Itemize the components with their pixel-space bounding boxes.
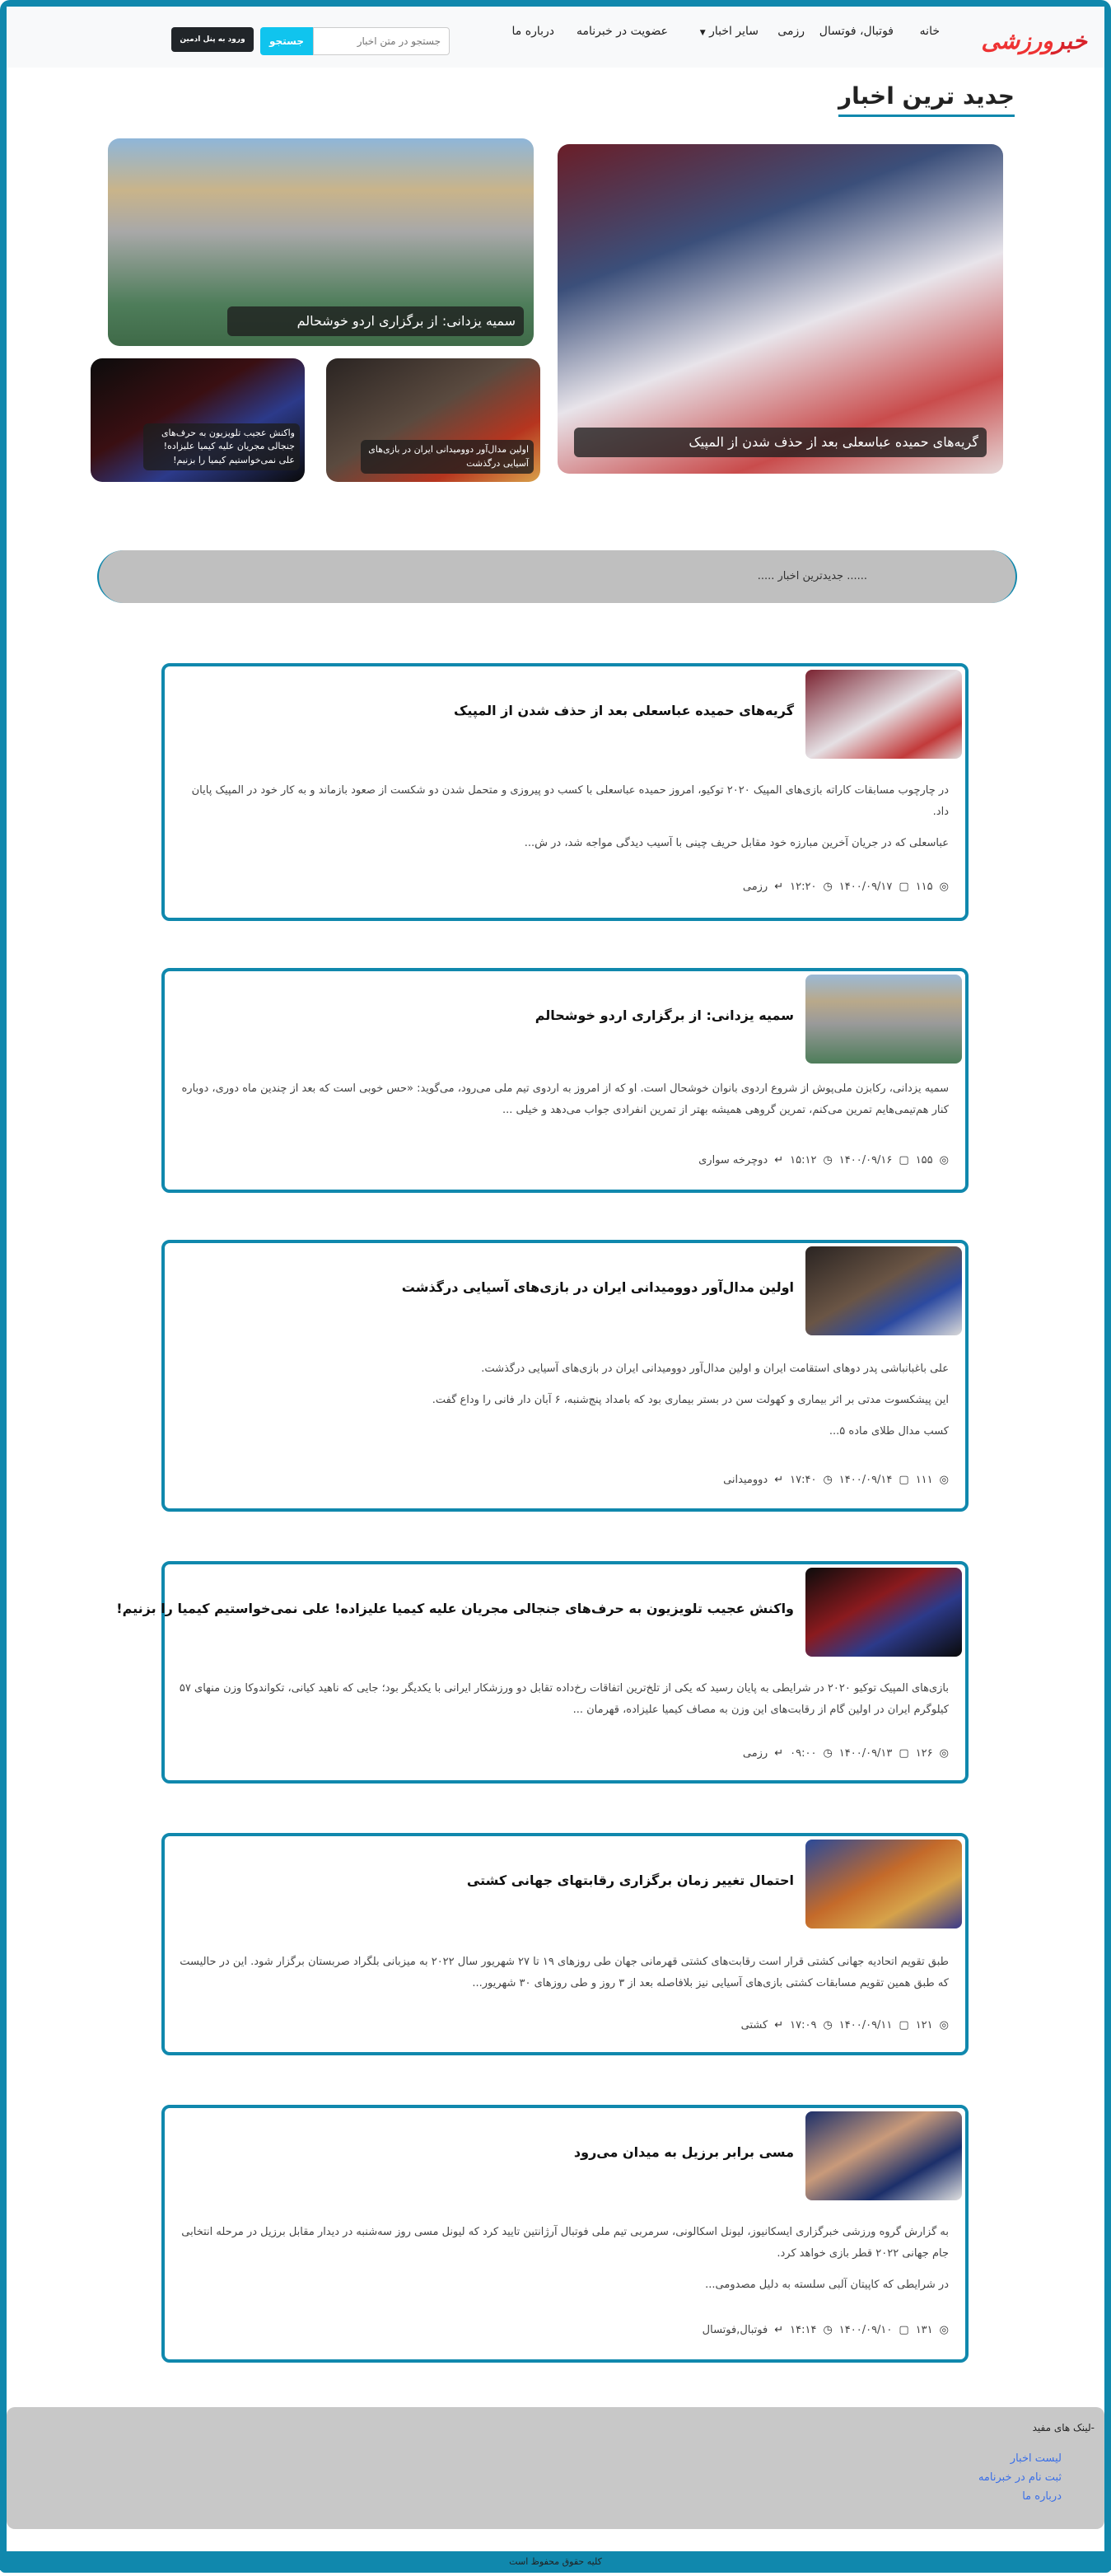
- eye-icon: ◎: [939, 2019, 949, 2031]
- news-category[interactable]: فوتبال,فوتسال: [702, 2324, 768, 2336]
- clock-icon: ◷: [823, 2324, 833, 2336]
- views-count: ۱۲۶: [915, 1747, 933, 1760]
- news-thumbnail[interactable]: [805, 1568, 962, 1657]
- nav-football[interactable]: فوتبال، فوتسال: [819, 25, 894, 38]
- clock-icon: ◷: [823, 1474, 833, 1486]
- news-title[interactable]: گریه‌های حمیده عباسعلی بعد از حذف شدن از المپیک: [453, 703, 794, 718]
- featured-news-taekwondo[interactable]: [91, 358, 305, 482]
- site-logo[interactable]: خبرورزشی: [981, 27, 1087, 54]
- news-card[interactable]: [116, 1561, 969, 1784]
- latest-news-banner: ...... جدیدترین اخبار .....: [97, 550, 1017, 603]
- clock-icon: ◷: [823, 2019, 833, 2031]
- news-card[interactable]: [161, 1240, 969, 1512]
- calendar-icon: ▢: [899, 881, 909, 893]
- news-date: ۱۴۰۰/۰۹/۱۰: [838, 2324, 893, 2336]
- featured-caption: گریه‌های حمیده عباسعلی بعد از حذف شدن از المپیک: [574, 428, 987, 457]
- nav-newsletter[interactable]: عضویت در خبرنامه: [576, 25, 668, 38]
- news-meta: [703, 2324, 949, 2336]
- news-meta: [741, 2019, 949, 2031]
- calendar-icon: ▢: [899, 1154, 909, 1166]
- featured-news-athletics[interactable]: [326, 358, 540, 482]
- news-meta: [743, 881, 949, 893]
- news-time: ۱۷:۰۹: [790, 2019, 817, 2031]
- news-paragraph: طبق تقویم اتحادیه جهانی کشتی قرار است رقابت‌های کشتی قهرمانی جهان طی روزهای ۱۹ تا ۲۷ شهریور سال ۲۰۲۲ به میزبانی بلگراد صربستان برگزار شود. این در حالیست که طبق همین تقویم مسابقات کشتی بازی‌های آسیایی نیز بلافاصله بعد از ۳ روز و طی روزهای ۳۰ شهریور...: [180, 1956, 949, 1989]
- news-category[interactable]: کشتی: [740, 2019, 768, 2031]
- news-title[interactable]: مسی برابر برزیل به میدان می‌رود: [573, 2144, 794, 2160]
- arrow-return-icon: ↵: [774, 1154, 784, 1166]
- news-paragraph: سمیه یزدانی، رکابزن ملی‌پوش از شروع اردوی بانوان خوشحال است. او که از امروز به اردوی تیم ملی می‌رود، می‌گوید: «حس خوبی است که بعد از چندین ماه دوری، دوباره کنار هم‌تیمی‌هایم تمرین می‌کنم، تمرین گروهی همیشه بهتر از تمرین انفرادی جواب می‌دهد و خیلی ...: [181, 1082, 949, 1116]
- calendar-icon: ▢: [899, 2019, 909, 2031]
- news-meta: [743, 1747, 949, 1760]
- news-paragraph: کسب مدال طلای ماده ۵...: [829, 1425, 949, 1438]
- footer-heading: -لینک های مفید: [1032, 2422, 1095, 2433]
- featured-news-cycling[interactable]: [108, 138, 534, 346]
- news-paragraph: عباسعلی که در جریان آخرین مبارزه خود مقابل حریف چینی با آسیب دیدگی مواجه شد، در ش...: [524, 837, 949, 849]
- footer-link-newsletter[interactable]: ثبت نام در خبرنامه: [978, 2471, 1062, 2484]
- arrow-return-icon: ↵: [774, 881, 784, 893]
- arrow-return-icon: ↵: [774, 1474, 784, 1486]
- clock-icon: ◷: [823, 1154, 833, 1166]
- news-paragraph: به گزارش گروه ورزشی خبرگزاری ایسکانیوز، لیونل اسکالونی، سرمربی تیم ملی فوتبال آرژانتین تایید کرد که لیونل مسی روز سه‌شنبه در دیدار مقابل برزیل در مرحله انتخابی جام جهانی ۲۰۲۲ قطر بازی خواهد کرد.: [181, 2226, 949, 2260]
- admin-login-button[interactable]: ورود به پنل ادمین: [171, 27, 254, 52]
- nav-home[interactable]: خانه: [919, 25, 940, 38]
- news-paragraph: بازی‌های المپیک توکیو ۲۰۲۰ در شرایطی به پایان رسید که یکی از تلخ‌ترین اتفاقات رخ‌داده تقابل دو ورزشکار ایرانی با یکدیگر بود؛ جایی که ناهید کیانی، تکواندوکا وزن منهای ۵۷ کیلوگرم ایران در اولین گام از رقابت‌های این وزن به مصاف کیمیا علیزاده، قهرمان ...: [179, 1682, 949, 1716]
- eye-icon: ◎: [939, 881, 949, 893]
- nav-other-news-label: سایر اخبار: [709, 25, 759, 38]
- news-paragraph: علی باغبانباشی پدر دوهای استقامت ایران و اولین مدال‌آور دوومیدانی ایران در بازی‌های آسیایی درگذشت.: [481, 1363, 949, 1375]
- news-category[interactable]: رزمی: [742, 1747, 768, 1760]
- arrow-return-icon: ↵: [774, 1747, 784, 1760]
- news-paragraph: این پیشکسوت مدتی بر اثر بیماری و کهولت سن در بستر بیماری بود که بامداد پنج‌شنبه، ۶ آبان دار فانی را وداع گفت.: [432, 1394, 949, 1406]
- news-card[interactable]: [161, 2105, 969, 2363]
- news-date: ۱۴۰۰/۰۹/۱۶: [838, 1154, 893, 1166]
- news-thumbnail[interactable]: [805, 975, 962, 1064]
- footer-link-news-list[interactable]: لیست اخبار: [1010, 2452, 1062, 2465]
- news-time: ۱۵:۱۲: [790, 1154, 817, 1166]
- news-meta: [723, 1474, 949, 1486]
- clock-icon: ◷: [823, 881, 833, 893]
- caret-down-icon: ▼: [699, 29, 706, 37]
- views-count: ۱۵۵: [915, 1154, 933, 1166]
- news-paragraph: در چارچوب مسابقات کاراته بازی‌های المپیک ۲۰۲۰ توکیو، امروز حمیده عباسعلی با کسب دو پیروزی و متحمل شدن دو شکست از صعود بازماند و به کار خود در المپیک پایان داد.: [191, 784, 949, 818]
- news-date: ۱۴۰۰/۰۹/۱۴: [838, 1474, 893, 1486]
- news-date: ۱۴۰۰/۰۹/۱۷: [838, 881, 893, 893]
- news-title[interactable]: احتمال تغییر زمان برگزاری رقابتهای جهانی کشتی: [466, 1872, 794, 1888]
- eye-icon: ◎: [939, 2324, 949, 2336]
- featured-caption: سمیه یزدانی: از برگزاری اردو خوشحالم: [227, 306, 524, 336]
- calendar-icon: ▢: [899, 1747, 909, 1760]
- arrow-return-icon: ↵: [774, 2324, 784, 2336]
- nav-martial[interactable]: رزمی: [777, 25, 805, 38]
- news-thumbnail[interactable]: [805, 1840, 962, 1928]
- views-count: ۱۲۱: [915, 2019, 933, 2031]
- news-thumbnail[interactable]: [805, 2111, 962, 2200]
- eye-icon: ◎: [939, 1474, 949, 1486]
- news-time: ۰۹:۰۰: [790, 1747, 817, 1760]
- views-count: ۱۳۱: [915, 2324, 933, 2336]
- navbar: [7, 7, 1104, 68]
- news-category[interactable]: دوچرخه سواری: [698, 1154, 768, 1166]
- news-paragraph: در شرایطی که کاپیتان آلبی سلسته به دلیل مصدومی...: [705, 2279, 949, 2291]
- nav-other-news[interactable]: [700, 25, 759, 38]
- news-time: ۱۴:۱۴: [790, 2324, 817, 2336]
- search-button[interactable]: جستجو: [260, 27, 313, 55]
- footer-links-box: [7, 2407, 1104, 2529]
- views-count: ۱۱۵: [915, 881, 933, 893]
- page-title: جدید ترین اخبار: [838, 82, 1015, 117]
- calendar-icon: ▢: [899, 1474, 909, 1486]
- news-card[interactable]: [161, 663, 969, 921]
- nav-about[interactable]: درباره ما: [511, 25, 554, 38]
- news-category[interactable]: رزمی: [742, 881, 768, 893]
- news-category[interactable]: دوومیدانی: [723, 1474, 768, 1486]
- eye-icon: ◎: [939, 1747, 949, 1760]
- news-title[interactable]: سمیه یزدانی: از برگزاری اردو خوشحالم: [534, 1007, 794, 1023]
- news-thumbnail[interactable]: [805, 670, 962, 759]
- calendar-icon: ▢: [899, 2324, 909, 2336]
- news-time: ۱۷:۴۰: [790, 1474, 817, 1486]
- featured-news-main[interactable]: [558, 144, 1003, 474]
- news-card[interactable]: [161, 1833, 969, 2055]
- footer-link-about[interactable]: درباره ما: [1022, 2490, 1062, 2503]
- views-count: ۱۱۱: [915, 1474, 933, 1486]
- copyright-bar: کلیه حقوق محفوظ است: [0, 2551, 1111, 2573]
- eye-icon: ◎: [939, 1154, 949, 1166]
- news-date: ۱۴۰۰/۰۹/۱۳: [838, 1747, 893, 1760]
- news-card[interactable]: [161, 968, 969, 1193]
- featured-caption: اولین مدال‌آور دوومیدانی ایران در بازی‌های آسیایی درگذشت: [361, 440, 534, 474]
- clock-icon: ◷: [823, 1747, 833, 1760]
- featured-caption: واکنش عجیب تلویزیون به حرف‌های جنجالی مجریان علیه کیمیا علیزاده! علی نمی‌خواستیم کیمیا را بزنیم!: [143, 423, 300, 471]
- news-time: ۱۲:۲۰: [790, 881, 817, 893]
- news-meta: [698, 1154, 949, 1166]
- search-input[interactable]: [313, 27, 450, 55]
- news-date: ۱۴۰۰/۰۹/۱۱: [838, 2019, 893, 2031]
- arrow-return-icon: ↵: [774, 2019, 784, 2031]
- news-title[interactable]: اولین مدال‌آور دوومیدانی ایران در بازی‌های آسیایی درگذشت: [401, 1279, 794, 1295]
- news-thumbnail[interactable]: [805, 1246, 962, 1335]
- news-title[interactable]: واکنش عجیب تلویزیون به حرف‌های جنجالی مجریان علیه کیمیا علیزاده! علی نمی‌خواستیم کیمیا را بزنیم!: [116, 1601, 794, 1616]
